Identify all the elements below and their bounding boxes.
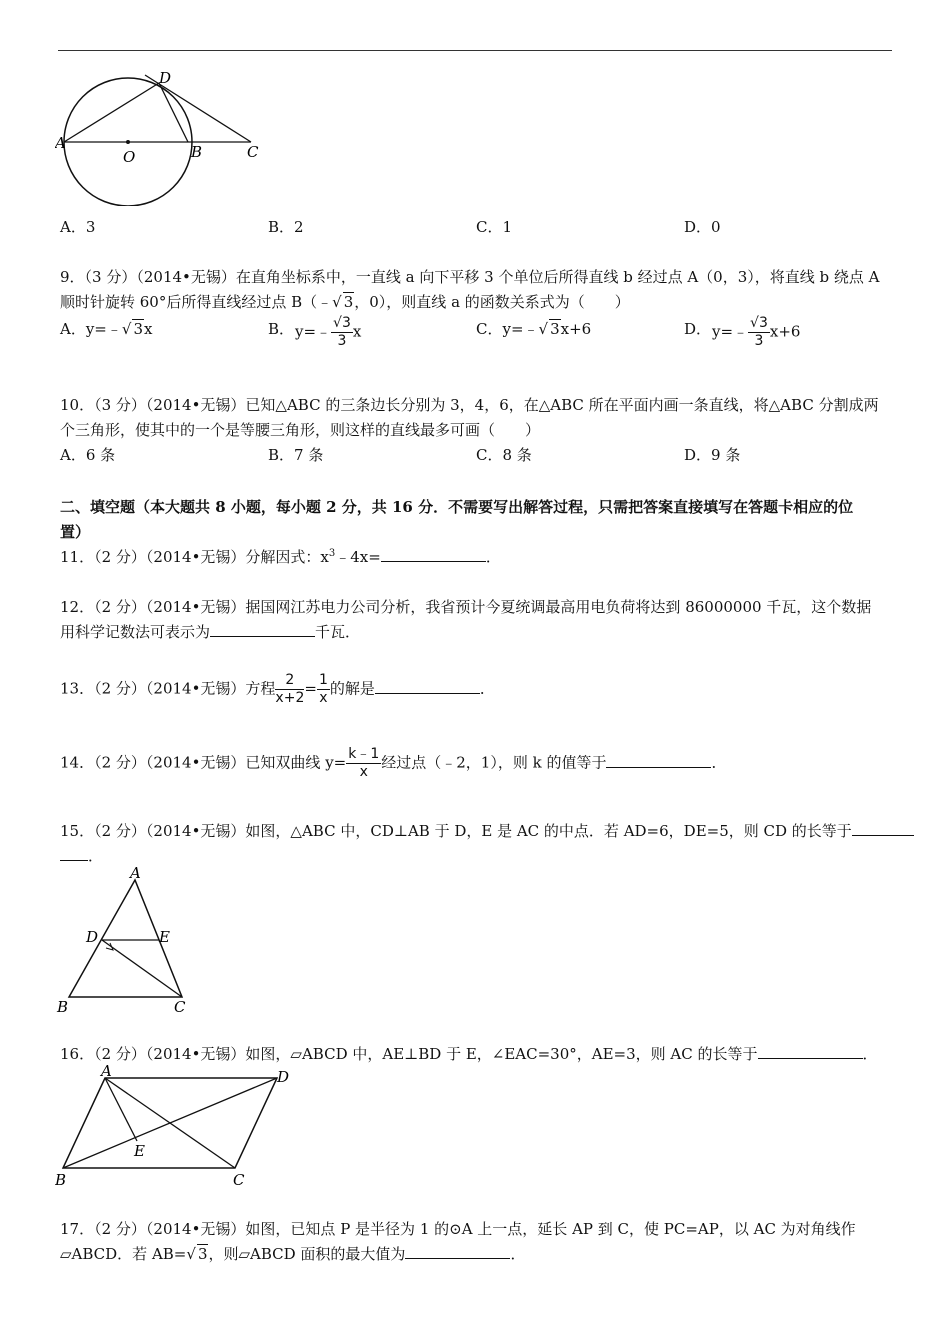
q9-option-b-label: B． [268, 320, 295, 338]
q10-line2: 个三角形，使其中的一个是等腰三角形，则这样的直线最多可画（ ） [60, 421, 541, 439]
section2-heading-line2: 置） [60, 523, 91, 541]
q15-figure [55, 864, 195, 1014]
q10-option-b: B．7 条 [268, 446, 324, 464]
q8-label-d: D [159, 69, 172, 87]
q10-option-a: A．6 条 [60, 446, 116, 464]
q16-label-a: A [101, 1064, 112, 1080]
q8-option-c: C．1 [476, 218, 513, 236]
q8-option-b: B．2 [268, 218, 304, 236]
q16-label-c: C [233, 1171, 245, 1189]
q15-answer-blank-cont [60, 848, 88, 861]
q8-label-b: B [191, 143, 203, 161]
q12-answer-blank [210, 624, 315, 637]
q8-figure [55, 66, 275, 206]
q15-label-e: E [159, 928, 170, 946]
header-rule [58, 50, 892, 51]
q16-label-e: E [134, 1142, 145, 1160]
q8-label-c: C [247, 143, 259, 161]
q9-option-c: C．y=﹣√ 3x+6 [476, 320, 592, 338]
q16-label-b: B [55, 1171, 67, 1189]
q17-answer-blank [405, 1246, 510, 1259]
q8-option-a: A．3 [60, 218, 96, 236]
q11-answer-blank [381, 549, 486, 562]
q16-label-d: D [277, 1068, 290, 1086]
q15-label-b: B [57, 998, 69, 1014]
q13: 13．（2 分）（2014•无锡）方程 $\frac{2}{x+2}$ = $\frac{1}{x}$ 的解是 ． [60, 672, 495, 706]
q15-label-a: A [130, 864, 141, 882]
q9-line2: 顺时针旋转 60°后所得直线经过点 B（﹣√ 3，0），则直线 a 的函数关系式为（ ） [60, 293, 630, 311]
section2-heading-line1: 二、填空题（本大题共 8 小题，每小题 2 分，共 16 分．不需要写出解答过程，只需把答案直接填写在答题卡相应的位 [60, 498, 854, 516]
q10-option-c: C．8 条 [476, 446, 532, 464]
q9-option-d: y=﹣ $\frac{√3}{3}$ x+6 [712, 315, 801, 349]
q8-label-a: A [55, 134, 66, 152]
q16: 16．（2 分）（2014•无锡）如图，▱ABCD 中，AE⊥BD 于 E，∠EAC=30°，AE=3，则 AC 的长等于 ． [60, 1045, 878, 1063]
q10-option-d: D．9 条 [684, 446, 741, 464]
q9-option-d-label: D． [684, 320, 712, 338]
q15-label-c: C [174, 998, 186, 1014]
q8-label-o: O [123, 148, 136, 166]
q12-line2: 用科学记数法可表示为 千瓦． [60, 623, 361, 641]
q15-answer-blank [852, 823, 914, 836]
q11: 11．（2 分）（2014•无锡）分解因式：$x^3﹣4x=$ ． [60, 548, 501, 566]
q8-option-d: D．0 [684, 218, 721, 236]
q15-line2: ． [60, 845, 103, 866]
q13-answer-blank [375, 681, 480, 694]
q14: 14．（2 分）（2014•无锡）已知双曲线 y= $\frac{k﹣1}{x}$ 经过点（﹣2，1），则 k 的值等于 ． [60, 746, 727, 780]
q17-line1: 17．（2 分）（2014•无锡）如图，已知点 P 是半径为 1 的⊙A 上一点，延长 AP 到 C，使 PC=AP，以 AC 为对角线作 [60, 1220, 856, 1238]
q9-option-b: y=﹣ $\frac{√3}{3}$ x [295, 315, 362, 349]
q17-line2: ▱ABCD．若 AB=√ 3，则▱ABCD 面积的最大值为 ． [60, 1245, 526, 1263]
q12-line1: 12．（2 分）（2014•无锡）据国网江苏电力公司分析，我省预计今夏统调最高用电负荷将达到 86000000 千瓦，这个数据 [60, 598, 872, 616]
q9-line1: 9．（3 分）（2014•无锡）在直角坐标系中，一直线 a 向下平移 3 个单位后所得直线 b 经过点 A（0，3），将直线 b 绕点 A [60, 268, 880, 286]
q9-option-a: A．y=﹣√ 3x [60, 320, 153, 338]
q15-line1: 15．（2 分）（2014•无锡）如图，△ABC 中，CD⊥AB 于 D，E 是 AC 的中点．若 AD=6，DE=5，则 CD 的长等于 [60, 820, 914, 841]
q16-figure [55, 1064, 295, 1189]
q15-label-d: D [86, 928, 99, 946]
q14-answer-blank [606, 755, 711, 768]
q16-answer-blank [758, 1046, 863, 1059]
q10-line1: 10．（3 分）（2014•无锡）已知△ABC 的三条边长分别为 3，4，6，在△ABC 所在平面内画一条直线，将△ABC 分割成两 [60, 396, 879, 414]
